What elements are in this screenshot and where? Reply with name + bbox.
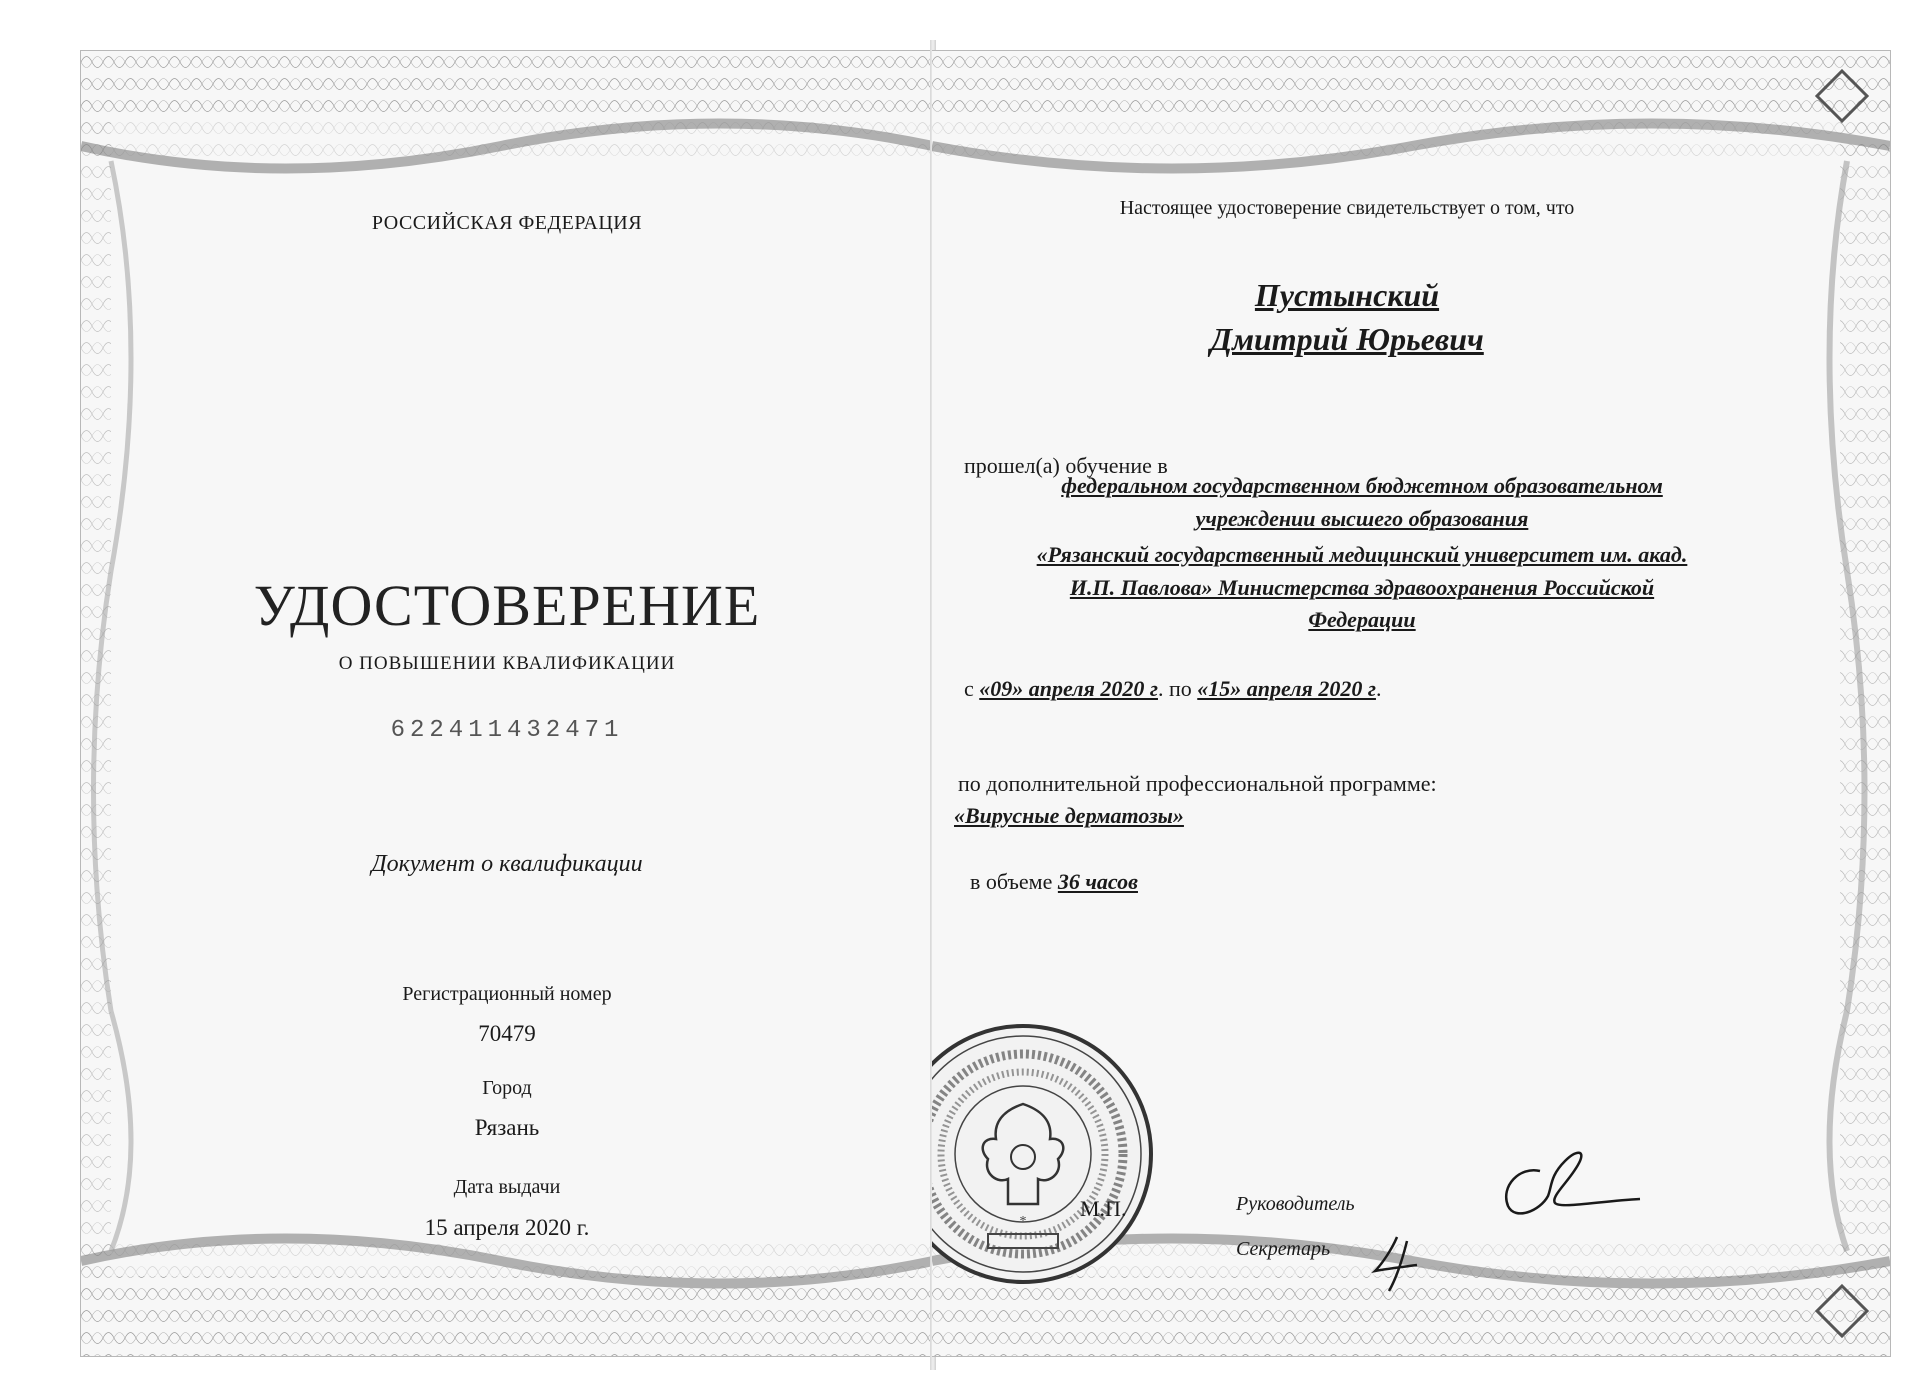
document-type: Документ о квалификации [371,851,643,877]
city-label: Город [482,1077,532,1099]
institution-line-1: федеральном государственном бюджетном образовательном [1061,473,1663,498]
issue-date: 15 апреля 2020 г. [424,1215,590,1240]
svg-text:*: * [1019,1214,1027,1229]
secretary-label: Секретарь [1236,1238,1331,1260]
institution-line-3: «Рязанский государственный медицинский университет им. акад. [1036,542,1688,567]
institution-line-5: Федерации [1308,607,1416,632]
certifies-text: Настоящее удостоверение свидетельствует о том, что [1119,197,1575,219]
head-label: Руководитель [1236,1193,1355,1215]
period-to-date: «15» апреля 2020 г [1197,676,1376,701]
left-page [80,50,934,1357]
study-volume [970,869,1138,895]
secretary-signature [1367,1229,1437,1299]
trained-label: прошел(а) обучение в [964,453,1168,478]
registration-number-label: Регистрационный номер [402,983,612,1005]
head-signature [1480,1141,1660,1231]
study-period [964,676,1381,702]
official-seal [932,1019,1158,1289]
seal-place-mark: М.П. [1080,1196,1127,1221]
institution-line-4: И.П. Павлова» Министерства здравоохранения Российской [1069,575,1655,600]
country-heading: РОССИЙСКАЯ ФЕДЕРАЦИЯ [371,212,643,234]
period-from-date: «09» апреля 2020 г [979,676,1158,701]
period-from-prefix: с [964,676,974,701]
volume-label: в объеме [970,869,1053,894]
holder-surname: Пустынский [1254,277,1440,313]
left-guilloche-border [81,51,933,1356]
institution-line-2: учреждении высшего образования [1195,506,1529,531]
right-page [932,50,1891,1357]
document-subtitle: О ПОВЫШЕНИИ КВАЛИФИКАЦИИ [338,653,676,674]
registration-number: 70479 [478,1021,536,1046]
period-to-prefix: . по [1157,676,1192,701]
volume-value: 36 часов [1057,869,1138,894]
serial-number: 622411432471 [390,717,624,744]
city-value: Рязань [474,1115,540,1140]
document-title: УДОСТОВЕРЕНИЕ [253,573,761,638]
program-label: по дополнительной профессиональной программе: [958,771,1437,796]
issue-date-label: Дата выдачи [453,1176,561,1198]
program-name: «Вирусные дерматозы» [954,803,1184,828]
holder-given-names: Дмитрий Юрьевич [1210,321,1484,357]
period-end: . [1375,676,1382,701]
